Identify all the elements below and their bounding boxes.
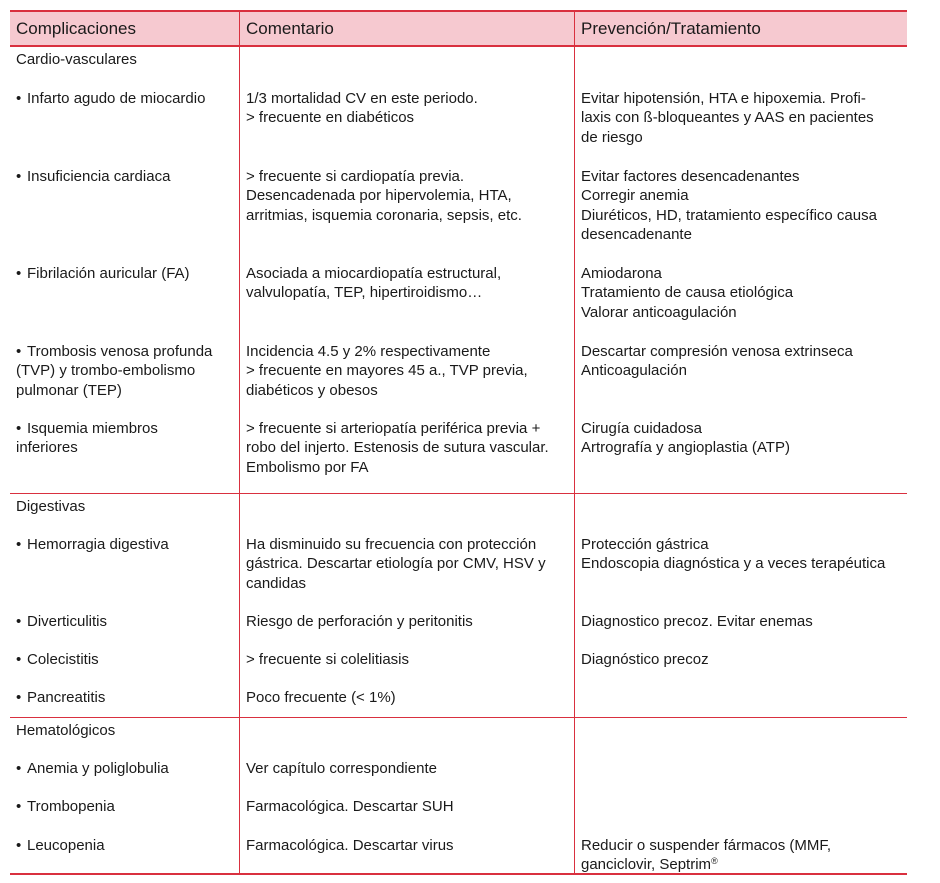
complication-cell bbox=[10, 339, 239, 416]
comment-cell: > frecuente si arteriopatía periférica previa + robo del injerto. Estenosis de sutura vascular. Embolismo por FA bbox=[239, 416, 574, 493]
table-row bbox=[10, 339, 907, 416]
prevention-cell: Diagnóstico precoz bbox=[574, 647, 907, 685]
table-row bbox=[10, 833, 907, 873]
bullet-icon: • bbox=[16, 689, 22, 706]
complication-label: Pancreatitis bbox=[27, 689, 106, 706]
table-row bbox=[10, 647, 907, 685]
complication-cell bbox=[10, 647, 239, 685]
table-row bbox=[10, 609, 907, 647]
comment-cell: Farmacológica. Descartar SUH bbox=[239, 794, 574, 833]
prevention-cell: Protección gástrica Endoscopia diagnóstica y a veces terapéutica bbox=[574, 532, 907, 609]
empty-cell bbox=[239, 494, 574, 532]
header-prevencion: Prevención/Tratamiento bbox=[574, 12, 907, 45]
comment-cell: Incidencia 4.5 y 2% respectivamente > frecuente en mayores 45 a., TVP previa, diabéticos y obesos bbox=[239, 339, 574, 416]
complication-cell bbox=[10, 261, 239, 339]
comment-cell: Poco frecuente (< 1%) bbox=[239, 685, 574, 717]
prevention-cell bbox=[574, 756, 907, 794]
section-title-row bbox=[10, 47, 907, 86]
empty-cell bbox=[574, 494, 907, 532]
comment-cell: Farmacológica. Descartar virus bbox=[239, 833, 574, 873]
table-row bbox=[10, 685, 907, 717]
bullet-icon: • bbox=[16, 168, 22, 185]
complication-label: Trombosis venosa profunda (TVP) y trombo-embolismo pulmonar (TEP) bbox=[16, 343, 213, 399]
bullet-icon: • bbox=[16, 90, 22, 107]
complication-cell bbox=[10, 794, 239, 833]
prevention-cell: Evitar factores desencadenantes Corregir anemia Diuréticos, HD, tratamiento específico causa desencadenante bbox=[574, 164, 907, 261]
complications-table bbox=[10, 10, 907, 875]
bullet-icon: • bbox=[16, 837, 22, 854]
section-title: Cardio-vasculares bbox=[16, 51, 137, 68]
table-header bbox=[10, 10, 907, 47]
complication-label: Trombopenia bbox=[27, 798, 115, 815]
header-comentario: Comentario bbox=[239, 12, 574, 45]
complication-cell bbox=[10, 685, 239, 717]
complication-label: Leucopenia bbox=[27, 837, 105, 854]
bullet-icon: • bbox=[16, 536, 22, 553]
bullet-icon: • bbox=[16, 760, 22, 777]
section-title: Hematológicos bbox=[16, 722, 116, 739]
table-row bbox=[10, 86, 907, 164]
header-complicaciones: Complicaciones bbox=[16, 19, 136, 38]
comment-cell: > frecuente si colelitiasis bbox=[239, 647, 574, 685]
complication-label: Colecistitis bbox=[27, 651, 99, 668]
bullet-icon: • bbox=[16, 613, 22, 630]
empty-cell bbox=[574, 718, 907, 756]
complication-label: Diverticulitis bbox=[27, 613, 108, 630]
prevention-cell: Descartar compresión venosa extrinseca Anticoagulación bbox=[574, 339, 907, 416]
table-row bbox=[10, 532, 907, 609]
prevention-cell: Evitar hipotensión, HTA e hipoxemia. Profi- laxis con ß-bloqueantes y AAS en pacientes de riesgo bbox=[574, 86, 907, 164]
complication-label: Isquemia miembros inferiores bbox=[16, 420, 158, 457]
table-row bbox=[10, 794, 907, 833]
section-title: Digestivas bbox=[16, 498, 86, 515]
complication-label: Fibrilación auricular (FA) bbox=[27, 265, 190, 282]
registered-mark: ® bbox=[711, 856, 718, 867]
complication-cell bbox=[10, 416, 239, 493]
comment-cell: Ha disminuido su frecuencia con protección gástrica. Descartar etiología por CMV, HSV y candidas bbox=[239, 532, 574, 609]
complication-cell bbox=[10, 609, 239, 647]
table-row bbox=[10, 416, 907, 493]
prevention-cell: Reducir o suspender fármacos (MMF, ganciclovir, Septrim® bbox=[574, 833, 907, 873]
table-body bbox=[10, 47, 907, 875]
section-title-row bbox=[10, 718, 907, 756]
comment-cell: 1/3 mortalidad CV en este periodo. > frecuente en diabéticos bbox=[239, 86, 574, 164]
complication-cell bbox=[10, 164, 239, 261]
section-0 bbox=[10, 47, 907, 494]
comment-cell: Asociada a miocardiopatía estructural, valvulopatía, TEP, hipertiroidismo… bbox=[239, 261, 574, 339]
empty-cell bbox=[239, 47, 574, 86]
complication-cell bbox=[10, 86, 239, 164]
complication-label: Hemorragia digestiva bbox=[27, 536, 169, 553]
empty-cell bbox=[574, 47, 907, 86]
bullet-icon: • bbox=[16, 343, 22, 360]
table-row bbox=[10, 164, 907, 261]
comment-cell: Ver capítulo correspondiente bbox=[239, 756, 574, 794]
table-row bbox=[10, 261, 907, 339]
complication-cell bbox=[10, 756, 239, 794]
section-1 bbox=[10, 494, 907, 718]
table-row bbox=[10, 756, 907, 794]
bullet-icon: • bbox=[16, 798, 22, 815]
complication-label: Anemia y poliglobulia bbox=[27, 760, 169, 777]
section-title-row bbox=[10, 494, 907, 532]
empty-cell bbox=[239, 718, 574, 756]
bullet-icon: • bbox=[16, 420, 22, 437]
prevention-cell: Diagnostico precoz. Evitar enemas bbox=[574, 609, 907, 647]
prevention-cell: Amiodarona Tratamiento de causa etiológica Valorar anticoagulación bbox=[574, 261, 907, 339]
complication-label: Insuficiencia cardiaca bbox=[27, 168, 171, 185]
complication-cell bbox=[10, 833, 239, 873]
bullet-icon: • bbox=[16, 265, 22, 282]
comment-cell: Riesgo de perforación y peritonitis bbox=[239, 609, 574, 647]
prevention-cell bbox=[574, 685, 907, 717]
complication-cell bbox=[10, 532, 239, 609]
comment-cell: > frecuente si cardiopatía previa. Desencadenada por hipervolemia, HTA, arritmias, isquemia coronaria, sepsis, etc. bbox=[239, 164, 574, 261]
bullet-icon: • bbox=[16, 651, 22, 668]
complication-label: Infarto agudo de miocardio bbox=[27, 90, 206, 107]
prevention-cell: Cirugía cuidadosa Artrografía y angioplastia (ATP) bbox=[574, 416, 907, 493]
section-2 bbox=[10, 718, 907, 875]
prevention-cell bbox=[574, 794, 907, 833]
